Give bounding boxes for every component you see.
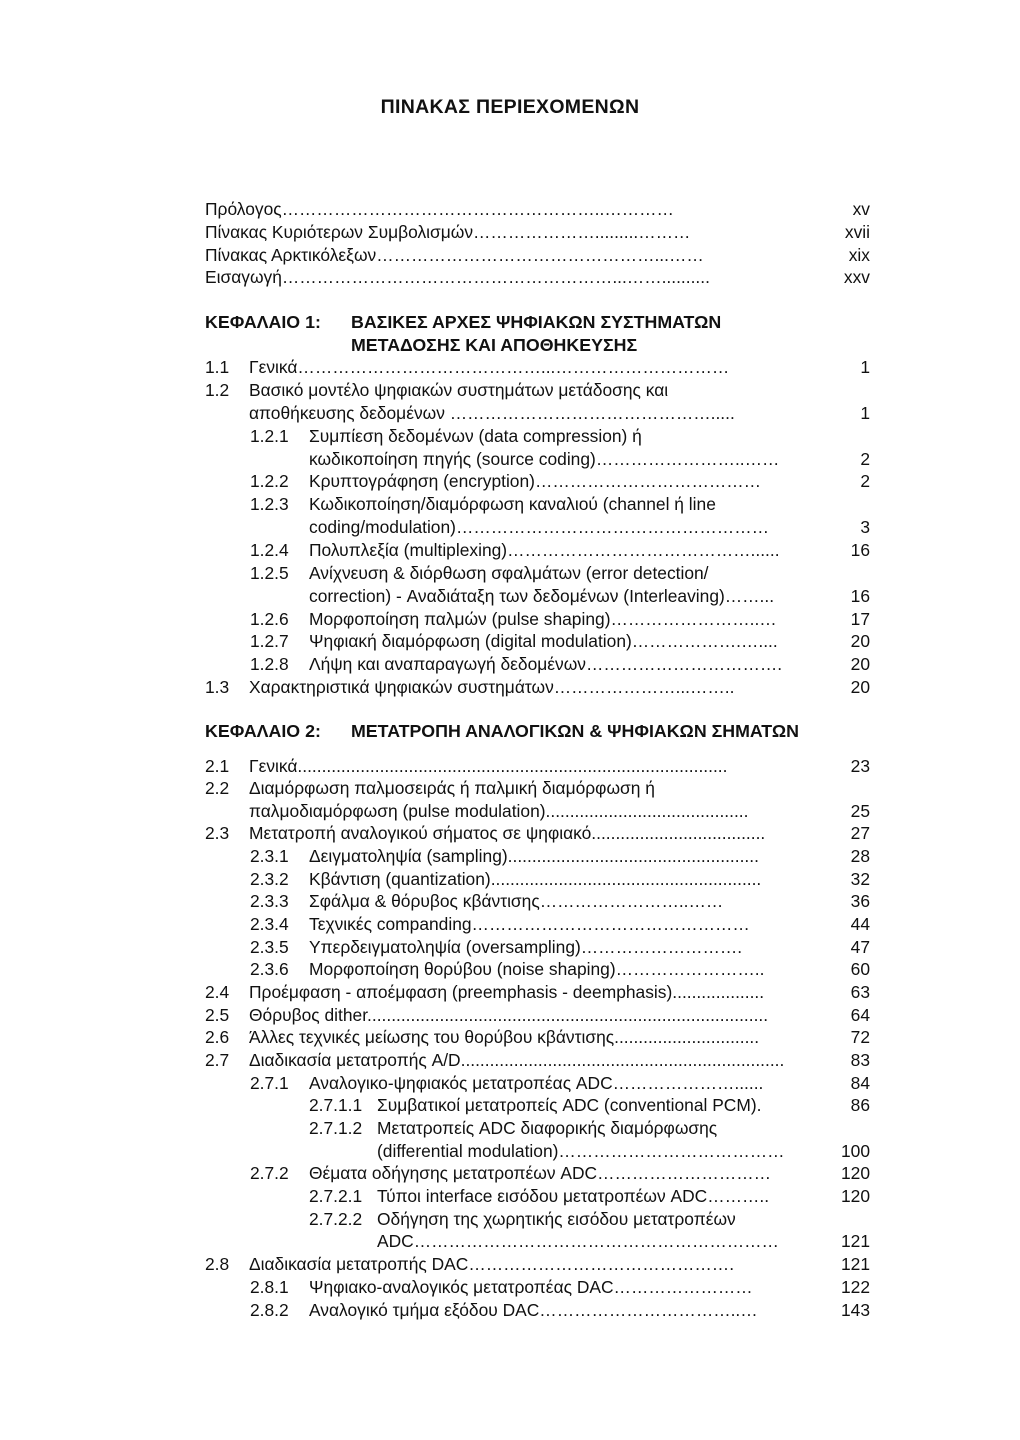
toc-entry-text: Προέμφαση - αποέμφαση (preemphasis - deemphasis)................... <box>249 982 765 1002</box>
toc-entry <box>250 425 870 448</box>
toc-entry-number: 2.2 <box>205 778 230 798</box>
page-title: ΠΙΝΑΚΑΣ ΠΕΡΙΕΧΟΜΕΝΩΝ <box>380 96 640 118</box>
toc-entry <box>250 1299 870 1322</box>
toc-entry-text: Γενικά......................................................................................... <box>249 756 728 776</box>
toc-entry <box>250 845 870 868</box>
toc-entry-page: 25 <box>850 801 870 821</box>
toc-entry-text: Ψηφιακο-αναλογικός μετατροπέας DAC…………………… <box>309 1277 753 1297</box>
toc-entry-number: 1.1 <box>205 357 230 377</box>
toc-entry-text: Βασικό μοντέλο ψηφιακών συστημάτων μετάδοσης και <box>249 380 669 400</box>
toc-entry-text: αποθήκευσης δεδομένων ………………………………………..... <box>249 403 735 423</box>
toc-entry-text: Μετατροπείς ADC διαφορικής διαμόρφωσης <box>377 1118 718 1138</box>
toc-entry-number: 2.3.2 <box>250 869 289 889</box>
toc-entry-text: Αναλογικο-ψηφιακός μετατροπέας ADC…………………...... <box>309 1073 764 1093</box>
toc-entry-page: 84 <box>850 1073 870 1093</box>
toc-entry-page: 60 <box>850 959 870 979</box>
toc-entry-page: 23 <box>850 756 870 776</box>
toc-entry-page: 32 <box>850 869 870 889</box>
toc-entry-page: 20 <box>850 631 870 651</box>
toc-entry-page: 17 <box>850 609 870 629</box>
toc-entry-text: Πρόλογος………………………………………………..………… <box>205 199 674 219</box>
toc-entry-text: Αναλογικό τμήμα εξόδου DAC……………………………..… <box>309 1300 758 1320</box>
toc-entry <box>250 1162 870 1185</box>
toc-entry-number: 1.2.6 <box>250 609 289 629</box>
toc-entry-preface <box>205 198 870 221</box>
toc-entry-number: 2.5 <box>205 1005 230 1025</box>
toc-entry-continuation <box>205 800 870 823</box>
chapter-label: ΚΕΦΑΛΑΙΟ 2: <box>205 721 321 741</box>
toc-entry <box>205 1049 870 1072</box>
toc-entry-number: 1.2 <box>205 380 230 400</box>
toc-entry-number: 2.1 <box>205 756 230 776</box>
toc-entry-number: 2.3 <box>205 823 230 843</box>
toc-entry-page: 1 <box>860 403 870 423</box>
toc-entry-page: 122 <box>840 1277 870 1297</box>
toc-entry-text: Οδήγηση της χωρητικής εισόδου μετατροπέων <box>377 1209 736 1229</box>
chapter-label: ΚΕΦΑΛΑΙΟ 1: <box>205 312 321 332</box>
toc-entry-text: Ανίχνευση & διόρθωση σφαλμάτων (error detection/ <box>309 563 709 583</box>
toc-entry-text: Θόρυβος dither................................................................................... <box>249 1005 769 1025</box>
toc-entry-page: 20 <box>850 677 870 697</box>
toc-entry-number: 1.2.1 <box>250 426 289 446</box>
toc-entry-text: (differential modulation)………………………………… <box>377 1141 785 1161</box>
toc-entry-page: 1 <box>860 357 870 377</box>
toc-entry-number: 1.2.8 <box>250 654 289 674</box>
toc-entry-number: 1.2.2 <box>250 471 289 491</box>
toc-entry-continuation <box>309 1230 870 1253</box>
toc-entry-acronyms <box>205 244 870 267</box>
toc-entry-text: Διαδικασία μετατροπής A/D................................................................... <box>249 1050 785 1070</box>
toc-entry-number: 2.7.2.2 <box>309 1209 363 1229</box>
toc-entry-text: κωδικοποίηση πηγής (source coding)……………………..…… <box>309 449 780 469</box>
toc-entry-text: Κβάντιση (quantization)........................................................ <box>309 869 762 889</box>
toc-entry-page: 47 <box>850 937 870 957</box>
toc-entry <box>205 981 870 1004</box>
toc-entry-continuation <box>309 1140 870 1163</box>
toc-entry-text: Γενικά……………………………………...………………………… <box>249 357 730 377</box>
toc-entry-page: xv <box>852 199 870 219</box>
toc-entry <box>205 356 870 379</box>
toc-entry-text: correction) - Αναδιάταξη των δεδομένων (Interleaving)……... <box>309 586 775 606</box>
toc-entry-page: 20 <box>850 654 870 674</box>
toc-entry-text: Λήψη και αναπαραγωγή δεδομένων……………………………. <box>309 654 783 674</box>
toc-entry <box>205 676 870 699</box>
toc-entry-text: Χαρακτηριστικά ψηφιακών συστημάτων…………………...…….. <box>249 677 735 697</box>
toc-entry-page: 63 <box>850 982 870 1002</box>
toc-entry-number: 1.2.7 <box>250 631 289 651</box>
toc-entry <box>205 1004 870 1027</box>
toc-entry-page: 2 <box>860 471 870 491</box>
toc-entry-text: Πίνακας Αρκτικόλεξων…………………………………………...…… <box>205 245 704 265</box>
toc-entry-page: 44 <box>850 914 870 934</box>
toc-entry-text: Κρυπτογράφηση (encryption)………………………………… <box>309 471 762 491</box>
toc-entry-text: παλμοδιαμόρφωση (pulse modulation).......................................... <box>249 801 749 821</box>
toc-entry-text: Σφάλμα & θόρυβος κβάντισης……………………..…… <box>309 891 724 911</box>
toc-entry <box>205 755 870 778</box>
toc-entry-text: Μορφοποίηση παλμών (pulse shaping)……………………..… <box>309 609 777 629</box>
toc-entry-page: 121 <box>840 1254 870 1274</box>
toc-entry-text: Δειγματοληψία (sampling).................................................... <box>309 846 759 866</box>
toc-entry-page: 83 <box>850 1050 870 1070</box>
toc-entry-text: Θέματα οδήγησης μετατροπέων ADC………………………… <box>309 1163 771 1183</box>
toc-entry-text: Συμβατικοί μετατροπείς ADC (conventional PCM). <box>377 1095 762 1115</box>
toc-entry-text: Ψηφιακή διαμόρφωση (digital modulation)……………….….... <box>309 631 778 651</box>
toc-entry-number: 2.6 <box>205 1027 230 1047</box>
toc-entry-continuation <box>250 448 870 471</box>
toc-entry-continuation <box>250 516 870 539</box>
toc-entry-number: 2.8.2 <box>250 1300 289 1320</box>
toc-entry-text: Μορφοποίηση θορύβου (noise shaping)…………………….. <box>309 959 765 979</box>
toc-entry-number: 2.7.2.1 <box>309 1186 363 1206</box>
toc-entry-text: Τύποι interface εισόδου μετατροπέων ADC……….. <box>377 1186 770 1206</box>
toc-entry-text: Τεχνικές companding………………………………………… <box>309 914 750 934</box>
toc-entry-introduction <box>205 266 870 289</box>
toc-entry-page: 100 <box>840 1141 870 1161</box>
toc-entry-page: 28 <box>850 846 870 866</box>
toc-entry-number: 2.3.3 <box>250 891 289 911</box>
toc-entry-number: 2.7.1.1 <box>309 1095 363 1115</box>
toc-entry <box>309 1185 870 1208</box>
toc-entry <box>205 822 870 845</box>
toc-entry-continuation <box>205 402 870 425</box>
toc-entry-page: xxv <box>843 267 870 287</box>
toc-entry-text: Πίνακας Κυριότερων Συμβολισμών………………….........……… <box>205 222 691 242</box>
toc-entry <box>250 608 870 631</box>
toc-entry <box>250 493 870 516</box>
toc-entry-page: 120 <box>840 1163 870 1183</box>
toc-entry-text: coding/modulation)……………………………………………… <box>309 517 769 537</box>
toc-entry <box>205 1026 870 1049</box>
toc-entry-page: xix <box>848 245 870 265</box>
toc-entry-page: 120 <box>840 1186 870 1206</box>
toc-entry <box>205 777 870 800</box>
toc-entry <box>250 958 870 981</box>
toc-entry-text: Διαμόρφωση παλμοσειράς ή παλμική διαμόρφωση ή <box>249 778 655 798</box>
toc-entry-number: 2.8.1 <box>250 1277 289 1297</box>
toc-entry-page: 2 <box>860 449 870 469</box>
toc-entry-number: 1.2.5 <box>250 563 289 583</box>
toc-entry-text: Άλλες τεχνικές μείωσης του θορύβου κβάντισης.............................. <box>249 1027 760 1047</box>
toc-entry-text: Κωδικοποίηση/διαμόρφωση καναλιού (channel ή line <box>309 494 716 514</box>
toc-entry-page: 121 <box>840 1231 870 1251</box>
toc-entry-number: 2.7.1 <box>250 1073 289 1093</box>
toc-entry <box>250 653 870 676</box>
toc-entry-continuation <box>250 585 870 608</box>
toc-entry <box>250 539 870 562</box>
toc-entry <box>250 562 870 585</box>
toc-entry <box>250 1072 870 1095</box>
toc-entry-number: 2.7.2 <box>250 1163 289 1183</box>
toc-entry <box>309 1208 870 1231</box>
toc-entry-number: 1.3 <box>205 677 230 697</box>
toc-entry <box>309 1094 870 1117</box>
toc-entry-number: 2.7.1.2 <box>309 1118 363 1138</box>
toc-entry <box>205 379 870 402</box>
toc-entry <box>250 1276 870 1299</box>
toc-entry-number: 2.3.4 <box>250 914 289 934</box>
toc-entry-text: ADC……………………………………………………… <box>377 1231 779 1251</box>
chapter-title: ΒΑΣΙΚΕΣ ΑΡΧΕΣ ΨΗΦΙΑΚΩΝ ΣΥΣΤΗΜΑΤΩΝ <box>351 312 722 332</box>
toc-entry-page: 3 <box>860 517 870 537</box>
toc-entry-text: Υπερδειγματοληψία (oversampling)………………………. <box>309 937 743 957</box>
toc-entry-number: 2.3.1 <box>250 846 289 866</box>
toc-entry <box>309 1117 870 1140</box>
chapter-title: ΜΕΤΑΔΟΣΗΣ ΚΑΙ ΑΠΟΘΗΚΕΥΣΗΣ <box>351 335 638 355</box>
toc-entry-number: 2.4 <box>205 982 230 1002</box>
toc-entry-text: Μετατροπή αναλογικού σήματος σε ψηφιακό.................................... <box>249 823 766 843</box>
toc-entry-page: 72 <box>850 1027 870 1047</box>
toc-entry-page: 16 <box>850 540 870 560</box>
toc-entry <box>250 470 870 493</box>
toc-entry-page: 27 <box>850 823 870 843</box>
toc-entry-number: 2.3.5 <box>250 937 289 957</box>
toc-entry-text: Διαδικασία μετατροπής DAC………………………………………. <box>249 1254 735 1274</box>
toc-entry-number: 2.7 <box>205 1050 230 1070</box>
toc-entry <box>250 630 870 653</box>
toc-entry <box>250 936 870 959</box>
toc-entry-page: 36 <box>850 891 870 911</box>
toc-entry-number: 1.2.3 <box>250 494 289 514</box>
toc-entry-text: Εισαγωγή…………………………………………………...…….......... <box>205 267 710 287</box>
toc-entry-page: 16 <box>850 586 870 606</box>
toc-entry <box>250 868 870 891</box>
toc-entry <box>250 913 870 936</box>
toc-entry-number: 1.2.4 <box>250 540 289 560</box>
chapter-title: ΜΕΤΑΤΡΟΠΗ ΑΝΑΛΟΓΙΚΩΝ & ΨΗΦΙΑΚΩΝ ΣΗΜΑΤΩΝ <box>351 721 799 741</box>
toc-entry-page: 143 <box>840 1300 870 1320</box>
toc-entry-page: 86 <box>850 1095 870 1115</box>
toc-entry <box>250 890 870 913</box>
toc-entry <box>205 1253 870 1276</box>
toc-entry-number: 2.8 <box>205 1254 230 1274</box>
toc-entry-page: 64 <box>850 1005 870 1025</box>
toc-entry-symbols <box>205 221 870 244</box>
toc-entry-number: 2.3.6 <box>250 959 289 979</box>
toc-entry-page: xvii <box>844 222 870 242</box>
toc-entry-text: Συμπίεση δεδομένων (data compression) ή <box>309 426 642 446</box>
toc-entry-text: Πολυπλεξία (multiplexing)……………………………………...... <box>309 540 780 560</box>
